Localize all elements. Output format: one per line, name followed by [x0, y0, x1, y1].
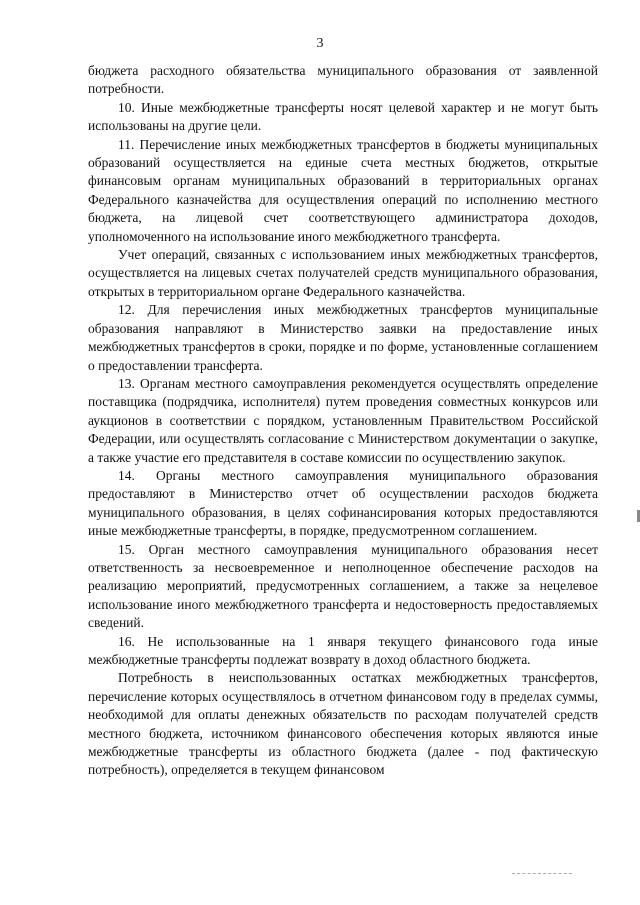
paragraph-16-need: Потребность в неиспользованных остатках межбюджетных трансфертов, перечисление которых осуществлялось в отчетном финансовом году в пределах суммы, необходимой для оплаты денежных обязательств по расходам получателей средств местного бюджета, источником финансового обеспечения которых являются иные межбюджетные трансферты из областного бюджета (далее - под фактическую потребность), определяется в текущем финансовом — [88, 670, 598, 778]
paragraph-12: 12. Для перечисления иных межбюджетных трансфертов муниципальные образования направляют в Министерство заявки на предоставление иных межбюджетных трансфертов в сроки, порядке и по форме, установленные соглашением о предоставлении трансферта. — [88, 302, 598, 373]
paragraph-11: 11. Перечисление иных межбюджетных трансфертов в бюджеты муниципальных образований осуществляется на единые счета местных бюджетов, открытые финансовым органам муниципальных образований в территориальных органах Федерального казначейства для осуществления операций по исполнению местного бюджета, на лицевой счет соответствующего администратора доходов, уполномоченного на использование иного межбюджетного трансферта. — [88, 136, 598, 244]
paragraph-14: 14. Органы местного самоуправления муниципального образования предоставляют в Министерство отчет об осуществлении расходов бюджета муниципального образования, в целях софинансирования которых предоставляются иные межбюджетные трансферты, в порядке, предусмотренном соглашением. — [88, 467, 598, 539]
paragraph-16: 16. Не использованные на 1 января текущего финансового года иные межбюджетные трансферты подлежат возврату в доход областного бюджета. — [88, 633, 598, 667]
paragraph-11-accounting: Учет операций, связанных с использованием иных межбюджетных трансфертов, осуществляется на лицевых счетах получателей средств муниципального образования, открытых в территориальном органе Федерального казначейства. — [88, 247, 598, 299]
page-number: 3 — [316, 36, 324, 51]
scan-bottom-mark — [512, 873, 572, 875]
paragraph-10: 10. Иные межбюджетные трансферты носят целевой характер и не могут быть использованы на другие цели. — [88, 99, 598, 134]
paragraph-continuation: бюджета расходного обязательства муниципального образования от заявленной потребности. — [88, 63, 598, 97]
paragraph-15: 15. Орган местного самоуправления муниципального образования несет ответственность за несвоевременное и неполноценное обеспечение расходов на реализацию мероприятий, предусмотренных соглашением, а также за нецелевое использование иного межбюджетного трансферта и недостоверность предоставляемых сведений. — [88, 541, 598, 631]
paragraph-13: 13. Органам местного самоуправления рекомендуется осуществлять определение поставщика (подрядчика, исполнителя) путем проведения совместных конкурсов или аукционов в соответствии с порядком, установленным Правительством Российской Федерации, или осуществлять согласование с Министерством документации о закупке, а также участие его представителя в составе комиссии по осуществлению закупок. — [88, 375, 598, 465]
document-body — [88, 62, 598, 780]
